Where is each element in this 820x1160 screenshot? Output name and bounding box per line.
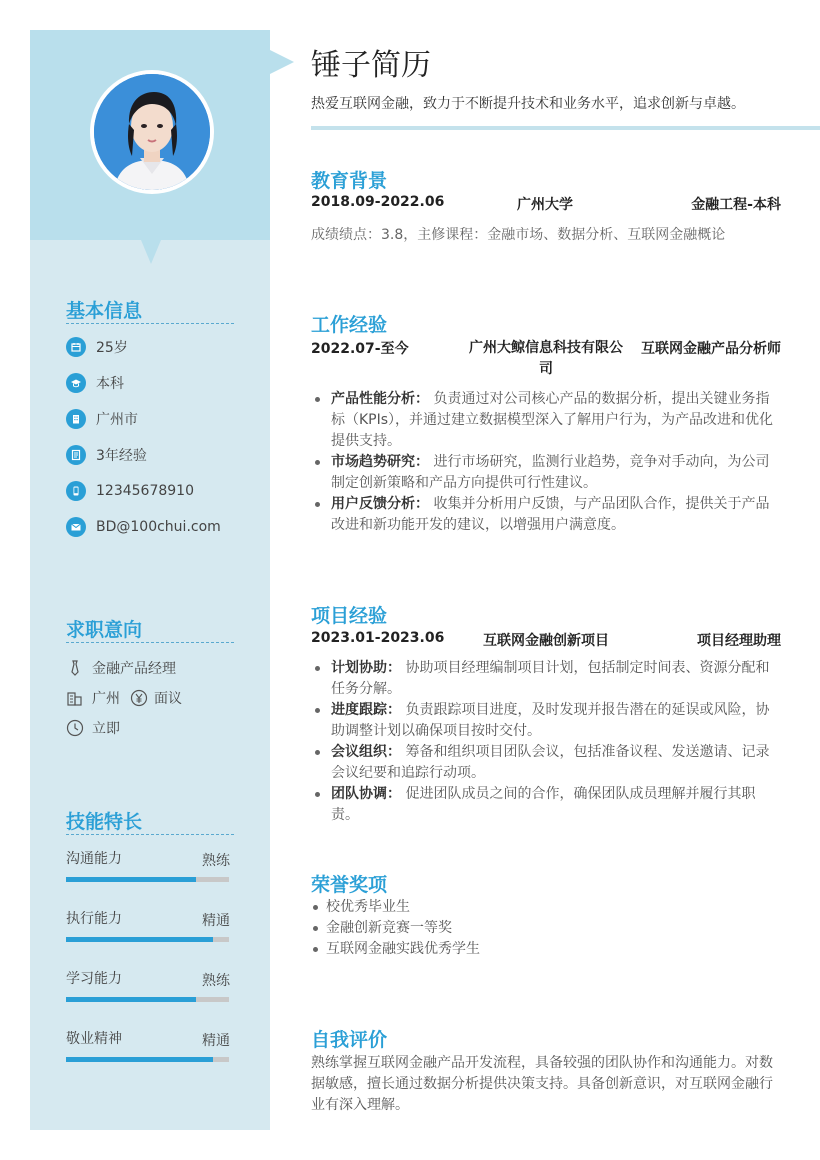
bullet-label: 进度跟踪： (331, 702, 401, 718)
info-city (66, 408, 138, 430)
portrait-illustration (94, 74, 210, 190)
skill-bar-fill (66, 877, 196, 882)
work-role: 互联网金融产品分析师 (641, 341, 781, 357)
skill-bar (66, 937, 229, 942)
intent-position-text: 金融产品经理 (92, 661, 176, 677)
resume-tagline: 热爱互联网金融，致力于不断提升技术和业务水平，追求创新与卓越。 (311, 96, 745, 112)
info-degree-text: 本科 (96, 376, 124, 392)
intent-availability-text: 立即 (92, 721, 120, 737)
skill-level: 精通 (202, 913, 230, 929)
intent-city-text: 广州 (92, 691, 120, 707)
bullet-text: 收集并分析用户反馈，与产品团队合作，提供关于产品改进和新功能开发的建议，以增强用户满意度。 (331, 496, 770, 533)
job-intent-title: 求职意向 (66, 619, 143, 641)
basic-info-title: 基本信息 (66, 300, 143, 322)
resume-name: 锤子简历 (311, 48, 431, 83)
project-bullet (311, 784, 783, 826)
intent-city-salary (66, 687, 182, 709)
honors-list (311, 897, 783, 960)
bullet-text: 促进团队成员之间的合作，确保团队成员理解并履行其职责。 (331, 786, 756, 823)
info-age-text: 25岁 (96, 340, 128, 356)
skill-bar (66, 1057, 229, 1062)
self-eval-title: 自我评价 (311, 1029, 388, 1051)
skill-bar (66, 877, 229, 882)
skill-name: 敬业精神 (66, 1031, 122, 1047)
project-name: 互联网金融创新项目 (483, 633, 609, 649)
info-experience-text: 3年经验 (96, 448, 147, 464)
education-period: 2018.09-2022.06 (311, 194, 445, 210)
bullet-text: 协助项目经理编制项目计划，包括制定时间表、资源分配和任务分解。 (331, 660, 770, 697)
project-bullet (311, 700, 783, 742)
education-major: 金融工程-本科 (691, 197, 781, 213)
bullet-label: 产品性能分析： (331, 391, 429, 407)
project-period: 2023.01-2023.06 (311, 630, 445, 646)
education-school: 广州大学 (517, 197, 573, 213)
info-experience (66, 444, 147, 466)
yen-icon (130, 689, 148, 707)
work-bullet (311, 494, 783, 536)
education-detail: 成绩绩点：3.8，主修课程：金融市场、数据分析、互联网金融概论 (311, 227, 726, 243)
document-icon (66, 445, 86, 465)
intent-position (66, 657, 176, 679)
project-bullet (311, 742, 783, 784)
project-header (311, 630, 781, 650)
bullet-text: 负责通过对公司核心产品的数据分析，提出关键业务指标（KPIs），并通过建立数据模型深入了解用户行为，为产品改进和优化提供支持。 (331, 391, 774, 449)
info-email (66, 516, 221, 538)
skill-name: 沟通能力 (66, 851, 122, 867)
work-company: 广州大鲸信息科技有限公司 (469, 340, 623, 377)
calendar-icon (66, 337, 86, 357)
mail-icon (66, 517, 86, 537)
skill-level: 精通 (202, 1033, 230, 1049)
header-divider (311, 126, 820, 130)
name-pointer (270, 50, 294, 74)
info-phone (66, 480, 194, 502)
honor-item: 校优秀毕业生 (311, 897, 783, 918)
work-title: 工作经验 (311, 314, 388, 336)
work-bullet (311, 389, 783, 452)
basic-info-divider (66, 323, 234, 324)
info-age (66, 336, 128, 358)
work-period: 2022.07-至今 (311, 341, 409, 357)
bullet-label: 计划协助： (331, 660, 401, 676)
skills-divider (66, 834, 234, 835)
project-title: 项目经验 (311, 605, 388, 627)
skill-name: 学习能力 (66, 971, 122, 987)
education-title: 教育背景 (311, 170, 388, 192)
bullet-label: 用户反馈分析： (331, 496, 429, 512)
skills-title: 技能特长 (66, 811, 143, 833)
info-phone-text: 12345678910 (96, 483, 194, 499)
graduation-cap-icon (66, 373, 86, 393)
avatar (90, 70, 214, 194)
skill-level: 熟练 (202, 973, 230, 989)
sidebar-header-notch (141, 240, 161, 264)
project-bullets (311, 658, 783, 826)
project-bullet (311, 658, 783, 700)
work-header (311, 338, 781, 378)
honors-title: 荣誉奖项 (311, 874, 388, 896)
skill-bar-fill (66, 937, 213, 942)
self-eval-text: 熟练掌握互联网金融产品开发流程，具备较强的团队协作和沟通能力。对数据敏感，擅长通过数据分析提供决策支持。具备创新意识，对互联网金融行业有深入理解。 (311, 1055, 773, 1113)
skill-bar-fill (66, 1057, 213, 1062)
skill-level: 熟练 (202, 853, 230, 869)
honor-item: 互联网金融实践优秀学生 (311, 939, 783, 960)
info-city-text: 广州市 (96, 412, 138, 428)
skill-bar (66, 997, 229, 1002)
bullet-text: 进行市场研究，监测行业趋势，竞争对手动向，为公司制定创新策略和产品方向提供可行性建议。 (331, 454, 770, 491)
building-icon (66, 409, 86, 429)
intent-salary-text: 面议 (154, 691, 182, 707)
project-role: 项目经理助理 (697, 633, 781, 649)
bullet-label: 团队协调： (331, 786, 401, 802)
sidebar (30, 30, 270, 1130)
info-degree (66, 372, 124, 394)
bullet-text: 负责跟踪项目进度，及时发现并报告潜在的延误或风险，协助调整计划以确保项目按时交付。 (331, 702, 770, 739)
work-bullet (311, 452, 783, 494)
bullet-text: 筹备和组织项目团队会议，包括准备议程、发送邀请、记录会议纪要和追踪行动项。 (331, 744, 770, 781)
clock-icon (66, 719, 84, 737)
bullet-label: 市场趋势研究： (331, 454, 429, 470)
job-intent-divider (66, 642, 234, 643)
info-email-text: BD@100chui.com (96, 519, 221, 535)
skill-bar-fill (66, 997, 196, 1002)
phone-icon (66, 481, 86, 501)
city-icon (66, 689, 84, 707)
honor-item: 金融创新竞赛一等奖 (311, 918, 783, 939)
work-bullets (311, 389, 783, 536)
tie-icon (66, 659, 84, 677)
bullet-label: 会议组织： (331, 744, 401, 760)
education-header (311, 194, 781, 214)
skill-name: 执行能力 (66, 911, 122, 927)
intent-availability (66, 717, 120, 739)
avatar-photo (94, 74, 210, 190)
